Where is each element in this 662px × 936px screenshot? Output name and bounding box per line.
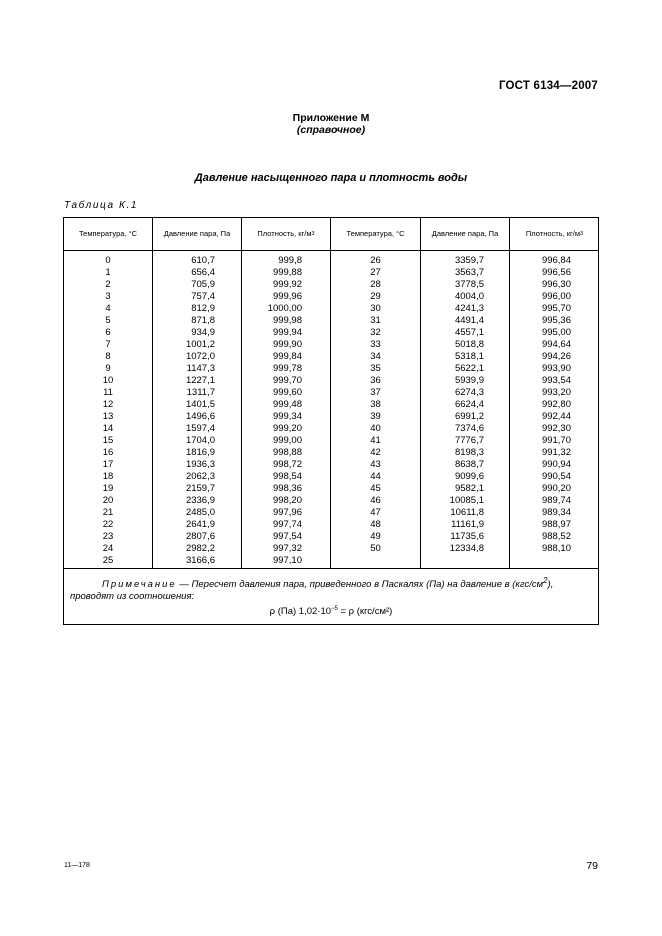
table-cell: 999,90 xyxy=(272,339,302,350)
standard-number: ГОСТ 6134—2007 xyxy=(498,80,598,92)
table-cell: 3 xyxy=(105,291,111,302)
table-cell: 992,30 xyxy=(541,423,571,434)
page-number: 79 xyxy=(586,860,598,872)
table-cell: 2485,0 xyxy=(185,507,215,518)
note-text: — Пересчет давления пара, приведенного в Паскалях (Па) на давление в (кгс/см xyxy=(176,579,544,591)
header-density-right-exp: 3 xyxy=(580,231,584,237)
table-cell: 999,00 xyxy=(272,435,302,446)
table-cell: 4241,3 xyxy=(454,303,484,314)
table-cell: 995,00 xyxy=(541,327,571,338)
table-cell: 2982,2 xyxy=(185,543,215,554)
table-cell: 999,78 xyxy=(272,363,302,374)
table-cell: 2062,3 xyxy=(185,471,215,482)
formula-exp: −5 xyxy=(331,606,338,612)
table-cell: 990,94 xyxy=(541,459,571,470)
table-cell: 992,80 xyxy=(541,399,571,410)
column-density-right xyxy=(510,255,571,555)
table-cell: 1401,5 xyxy=(185,399,215,410)
table-cell: 656,4 xyxy=(191,267,215,278)
table-cell: 999,88 xyxy=(272,267,302,278)
table-cell: 3563,7 xyxy=(454,267,484,278)
table-cell: 999,34 xyxy=(272,411,302,422)
table-cell: 4557,1 xyxy=(454,327,484,338)
table-cell: 812,9 xyxy=(191,303,215,314)
table-cell: 999,48 xyxy=(272,399,302,410)
table-cell: 1597,4 xyxy=(185,423,215,434)
table-cell: 999,60 xyxy=(272,387,302,398)
header-density-right xyxy=(510,218,599,250)
header-density-right-text: Плотность, кг/м xyxy=(525,229,581,238)
table-cell: 1704,0 xyxy=(185,435,215,446)
table-cell: 1311,7 xyxy=(186,387,215,398)
table-cell: 996,30 xyxy=(541,279,571,290)
table-cell: 989,34 xyxy=(541,507,571,518)
note-exp: 2 xyxy=(543,576,548,585)
table-cell: 21 xyxy=(102,507,114,518)
table-cell: 1147,3 xyxy=(186,363,215,374)
table-cell: 996,84 xyxy=(541,255,571,266)
table-cell: 1227,1 xyxy=(185,375,215,386)
table-cell: 6274,3 xyxy=(454,387,484,398)
column-pressure-left xyxy=(153,255,215,567)
header-density-left-text: Плотность, кг/м xyxy=(257,229,312,238)
table-cell: 705,9 xyxy=(191,279,215,290)
table-cell: 8638,7 xyxy=(454,459,484,470)
table-cell: 988,10 xyxy=(541,543,571,554)
table-cell: 5939,9 xyxy=(454,375,484,386)
table-cell: 3359,7 xyxy=(454,255,484,266)
table-cell: 33 xyxy=(370,339,381,350)
table-cell: 2336,9 xyxy=(185,495,215,506)
table-cell: 998,72 xyxy=(272,459,302,470)
table-cell: 27 xyxy=(370,267,381,278)
table-cell: 49 xyxy=(370,531,381,542)
table-cell: 7776,7 xyxy=(454,435,484,446)
table-cell: 999,70 xyxy=(272,375,302,386)
table-cell: 19 xyxy=(102,483,114,494)
table-cell: 991,70 xyxy=(541,435,571,446)
header-density-left xyxy=(242,218,330,250)
table-cell: 995,36 xyxy=(541,315,571,326)
table-label: Таблица К.1 xyxy=(64,200,139,211)
table-cell: 45 xyxy=(370,483,381,494)
table-cell: 13 xyxy=(102,411,114,422)
header-pressure-left xyxy=(153,218,241,250)
table-cell: 29 xyxy=(370,291,381,302)
table-cell: 42 xyxy=(370,447,381,458)
table-cell: 23 xyxy=(102,531,114,542)
table-cell: 989,74 xyxy=(541,495,571,506)
table-cell: 5 xyxy=(105,315,111,326)
table-cell: 998,54 xyxy=(272,471,302,482)
table-cell: 997,96 xyxy=(272,507,302,518)
table-cell: 7374,6 xyxy=(454,423,484,434)
header-pressure-right: Давление пара, Па xyxy=(431,229,499,238)
table-cell: 2641,9 xyxy=(185,519,215,530)
table-cell: 11161,9 xyxy=(451,519,484,530)
table-cell: 3778,5 xyxy=(454,279,484,290)
table-cell: 8198,3 xyxy=(454,447,484,458)
table-cell: 1936,3 xyxy=(185,459,215,470)
table-cell: 2807,6 xyxy=(185,531,215,542)
table-cell: 999,94 xyxy=(272,327,302,338)
table-cell: 10085,1 xyxy=(449,495,484,506)
table-cell: 12 xyxy=(102,399,114,410)
table-cell: 1 xyxy=(105,267,111,278)
table-cell: 757,4 xyxy=(191,291,215,302)
table-cell: 9582,1 xyxy=(454,483,484,494)
table-cell: 999,8 xyxy=(278,255,302,266)
table-cell: 14 xyxy=(102,423,114,434)
column-density-left xyxy=(242,255,302,567)
table-cell: 11735,6 xyxy=(450,531,484,542)
table-cell: 15 xyxy=(102,435,114,446)
table-cell: 992,44 xyxy=(541,411,571,422)
table-cell: 998,36 xyxy=(272,483,302,494)
table-cell: 30 xyxy=(370,303,381,314)
table-cell: 22 xyxy=(102,519,114,530)
table-cell: 934,9 xyxy=(191,327,215,338)
table-cell: 4004,0 xyxy=(454,291,484,302)
table-cell: 34 xyxy=(370,351,381,362)
note-tail: ), проводят из соотношения: xyxy=(70,579,554,603)
table-cell: 2159,7 xyxy=(185,483,215,494)
table-cell: 993,90 xyxy=(541,363,571,374)
table-cell: 990,54 xyxy=(541,471,571,482)
table-cell: 38 xyxy=(370,399,381,410)
header-density-left-exp: 3 xyxy=(311,231,315,237)
table-cell: 1072,0 xyxy=(185,351,215,362)
table-cell: 997,74 xyxy=(272,519,302,530)
table-cell: 991,32 xyxy=(541,447,571,458)
table-cell: 10611,8 xyxy=(450,507,484,518)
table-cell: 46 xyxy=(370,495,381,506)
table-cell: 997,10 xyxy=(272,555,302,566)
table-cell: 1816,9 xyxy=(185,447,215,458)
table-cell: 9099,6 xyxy=(454,471,484,482)
table-cell: 25 xyxy=(102,555,114,566)
table-cell: 988,52 xyxy=(541,531,571,542)
table-cell: 16 xyxy=(102,447,114,458)
table-cell: 39 xyxy=(370,411,381,422)
table-cell: 6991,2 xyxy=(454,411,484,422)
table-cell: 37 xyxy=(370,387,381,398)
footer-code: 11—178 xyxy=(64,862,90,869)
table-cell: 28 xyxy=(370,279,381,290)
table-cell: 41 xyxy=(370,435,381,446)
table-cell: 7 xyxy=(105,339,111,350)
table-cell: 5018,8 xyxy=(454,339,484,350)
conversion-formula xyxy=(64,606,598,617)
table-cell: 997,54 xyxy=(272,531,302,542)
table-cell: 988,97 xyxy=(541,519,571,530)
table-cell: 48 xyxy=(370,519,381,530)
table-cell: 11 xyxy=(103,387,113,398)
table-cell: 2 xyxy=(105,279,111,290)
appendix-title: Приложение М xyxy=(292,112,370,124)
table-cell: 3166,6 xyxy=(185,555,215,566)
table-cell: 999,98 xyxy=(272,315,302,326)
table-cell: 9 xyxy=(105,363,111,374)
table-cell: 998,88 xyxy=(272,447,302,458)
table-cell: 44 xyxy=(370,471,381,482)
table-cell: 18 xyxy=(102,471,114,482)
table-cell: 997,32 xyxy=(272,543,302,554)
table-cell: 4 xyxy=(105,303,111,314)
table-cell: 1001,2 xyxy=(185,339,215,350)
header-temperature-left: Температура, °С xyxy=(78,229,137,238)
table-cell: 32 xyxy=(370,327,381,338)
table-cell: 995,70 xyxy=(541,303,571,314)
table-cell: 47 xyxy=(370,507,381,518)
table-cell: 871,8 xyxy=(191,315,215,326)
column-temperature-left xyxy=(64,255,152,567)
table-cell: 50 xyxy=(370,543,381,554)
table-cell: 993,54 xyxy=(541,375,571,386)
table-cell: 999,84 xyxy=(272,351,302,362)
table-cell: 996,56 xyxy=(541,267,571,278)
note-separator xyxy=(64,568,598,569)
column-temperature-right xyxy=(331,255,420,555)
table-cell: 8 xyxy=(105,351,111,362)
table-cell: 26 xyxy=(370,255,381,266)
column-pressure-right xyxy=(421,255,484,555)
table-cell: 0 xyxy=(105,255,111,266)
table-cell: 10 xyxy=(102,375,114,386)
table-cell: 999,20 xyxy=(272,423,302,434)
table-cell: 5622,1 xyxy=(454,363,484,374)
table-cell: 996,00 xyxy=(541,291,571,302)
formula-right: = ρ (кгс/см²) xyxy=(337,606,393,618)
table-cell: 31 xyxy=(370,315,381,326)
table-cell: 999,96 xyxy=(272,291,302,302)
table-cell: 999,92 xyxy=(272,279,302,290)
table-cell: 994,26 xyxy=(541,351,571,362)
data-table xyxy=(63,217,599,625)
table-cell: 40 xyxy=(370,423,381,434)
appendix-subtitle: (справочное) xyxy=(296,124,366,136)
table-cell: 43 xyxy=(370,459,381,470)
table-note xyxy=(70,575,590,603)
table-cell: 998,20 xyxy=(272,495,302,506)
document-title: Давление насыщенного пара и плотность воды xyxy=(194,172,468,184)
table-cell: 35 xyxy=(370,363,381,374)
table-cell: 994,64 xyxy=(541,339,571,350)
formula-left: ρ (Па) 1,02·10 xyxy=(269,606,332,618)
table-cell: 24 xyxy=(102,543,114,554)
header-temperature-right: Температура, °С xyxy=(346,229,405,238)
table-cell: 4491,4 xyxy=(454,315,484,326)
note-prefix: Примечание xyxy=(102,579,177,591)
table-cell: 17 xyxy=(102,459,114,470)
table-cell: 12334,8 xyxy=(449,543,484,554)
table-cell: 6624,4 xyxy=(454,399,484,410)
table-cell: 1496,6 xyxy=(185,411,215,422)
table-cell: 6 xyxy=(105,327,111,338)
table-cell: 610,7 xyxy=(191,255,215,266)
header-pressure-left-text: Давление пара, Па xyxy=(163,229,231,238)
table-cell: 1000,00 xyxy=(267,303,302,314)
table-cell: 993,20 xyxy=(541,387,571,398)
table-cell: 20 xyxy=(102,495,114,506)
table-cell: 990,20 xyxy=(541,483,571,494)
table-cell: 36 xyxy=(370,375,381,386)
table-cell: 5318,1 xyxy=(454,351,484,362)
